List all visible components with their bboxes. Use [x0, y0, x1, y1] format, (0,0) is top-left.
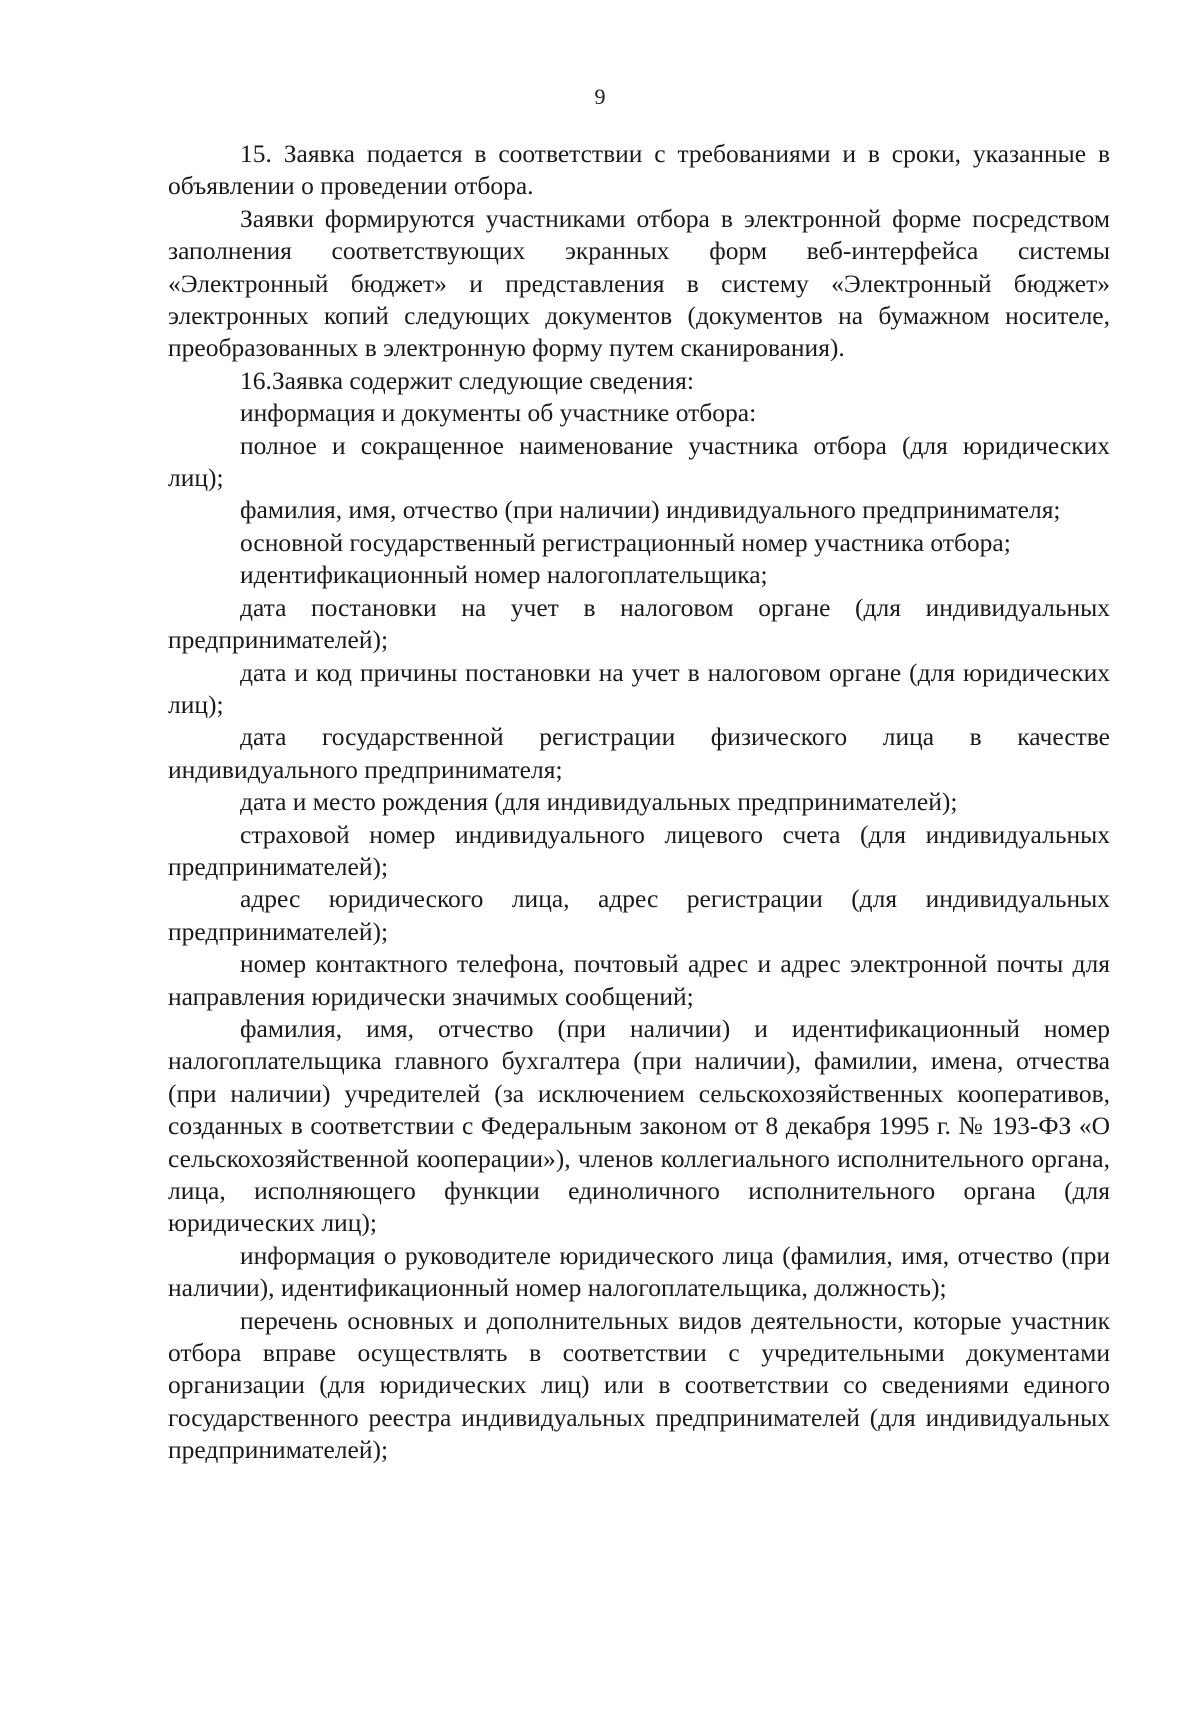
list-item-birth-date-place: дата и место рождения (для индивидуальных предпринимателей); — [240, 787, 958, 817]
paragraph-15: 15. Заявка подается в соответствии с требованиями и в сроки, указанные в объявлении о проведении отбора. — [168, 139, 1110, 201]
list-item-address: адрес юридического лица, адрес регистрации (для индивидуальных предпринимателей); — [168, 884, 1110, 946]
list-item-accountant-founders: фамилия, имя, отчество (при наличии) и идентификационный номер налогоплательщика главного бухгалтера (при наличии), фамилии, имена, отчества (при наличии) учредителей (за исключением сельскохозяйственных кооперативов, созданных в соответствии с Федеральным законом от 8 декабря 1995 г. № 193-ФЗ «О сельскохозяйственной кооперации»), членов коллегиального исполнительного органа, лица, исполняющего функции единоличного исполнительного органа (для юридических лиц); — [168, 1013, 1110, 1238]
list-item-entrepreneur-name: фамилия, имя, отчество (при наличии) индивидуального предпринимателя; — [240, 495, 1061, 525]
document-body — [168, 138, 1110, 1467]
list-item-full-name: полное и сокращенное наименование участника отбора (для юридических лиц); — [168, 430, 1110, 493]
list-item-ogrn: основной государственный регистрационный номер участника отбора; — [240, 527, 1011, 557]
list-item-state-registration-date: дата государственной регистрации физического лица в качестве индивидуального предпринимателя; — [168, 722, 1110, 784]
list-item-kpp: дата и код причины постановки на учет в налоговом органе (для юридических лиц); — [168, 657, 1110, 719]
paragraph-applications-form: Заявки формируются участниками отбора в электронной форме посредством заполнения соответствующих экранных форм веб-интерфейса системы «Электронный бюджет» и представления в систему «Электронный бюджет» электронных копий следующих документов (документов на бумажном носителе, преобразованных в электронную форму путем сканирования). — [168, 203, 1110, 363]
list-item-contacts: номер контактного телефона, почтовый адрес и адрес электронной почты для направления юридически значимых сообщений; — [168, 949, 1110, 1011]
paragraph-16: 16.Заявка содержит следующие сведения: — [240, 365, 694, 395]
list-item-snils: страховой номер индивидуального лицевого счета (для индивидуальных предпринимателей); — [168, 819, 1110, 881]
list-item-head-info: информация о руководителе юридического лица (фамилия, имя, отчество (при наличии), идентификационный номер налогоплательщика, должность); — [168, 1240, 1110, 1303]
page-number: 9 — [594, 84, 606, 109]
list-item-activities: перечень основных и дополнительных видов деятельности, которые участник отбора вправе осуществлять в соответствии с учредительными документами организации (для юридических лиц) или в соответствии со сведениями единого государственного реестра индивидуальных предпринимателей (для индивидуальных предпринимателей); — [168, 1305, 1110, 1465]
list-item-inn: идентификационный номер налогоплательщика; — [240, 560, 768, 590]
list-item-participant-info: информация и документы об участнике отбора: — [240, 398, 757, 428]
list-item-tax-registration-date: дата постановки на учет в налоговом органе (для индивидуальных предпринимателей); — [168, 592, 1110, 655]
